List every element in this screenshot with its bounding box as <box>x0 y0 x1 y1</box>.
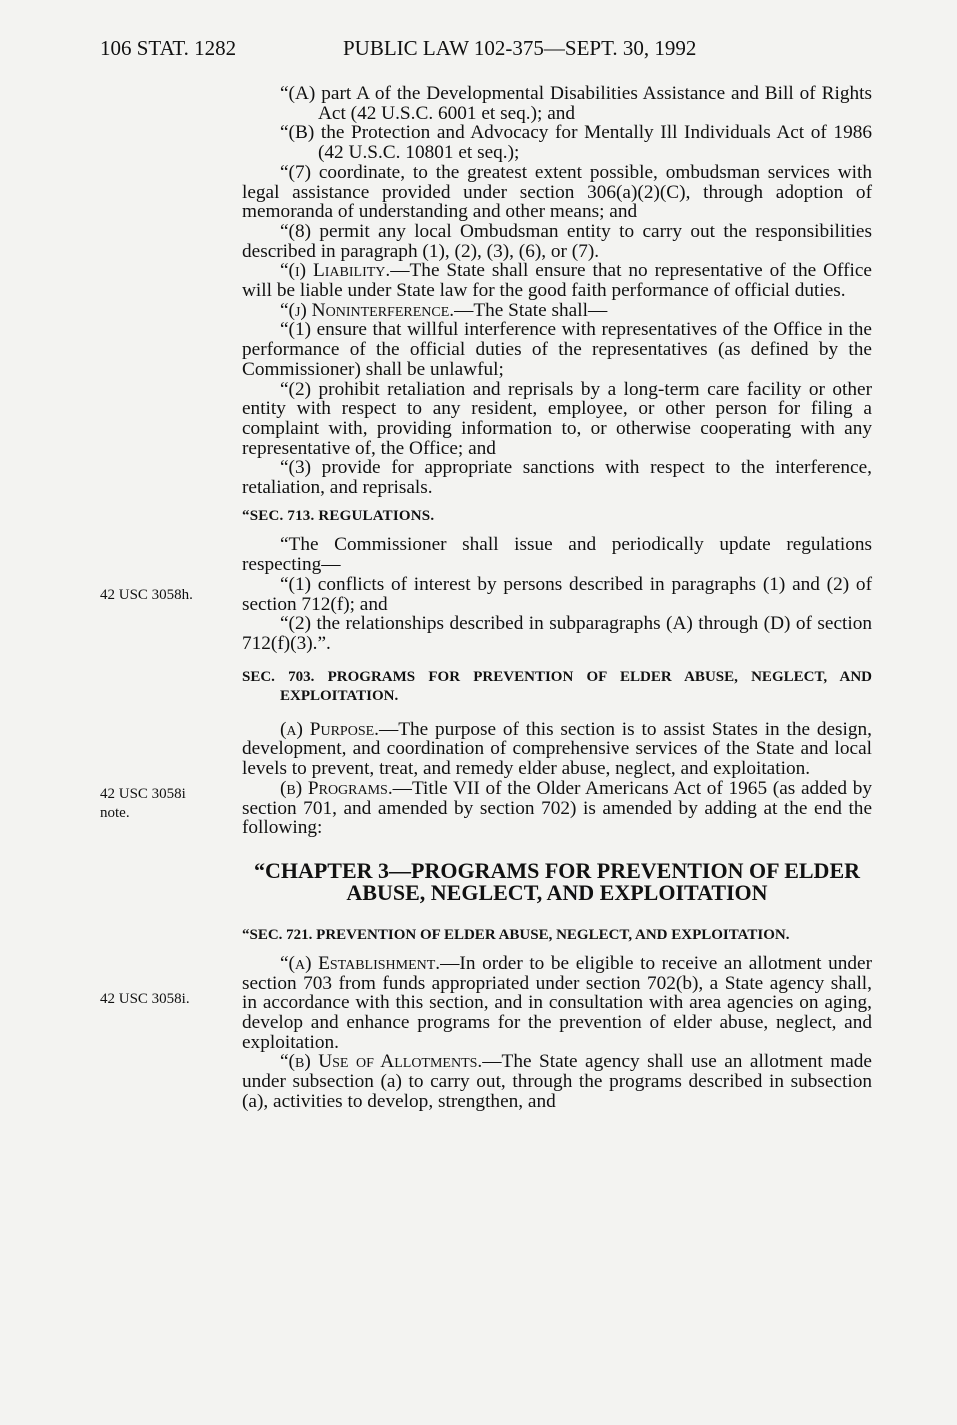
noninterference-text: —The State shall— <box>454 299 608 321</box>
use-of-allotments-text: —The State agency shall use an allotment made under subsection (a) to carry out, through the programs described in subsection (a), activities to develop, strengthen, and <box>242 1051 872 1112</box>
programs-heading: (b) Programs. <box>280 777 393 799</box>
margin-note-3058i-note: 42 USC 3058i note. <box>100 786 186 821</box>
section-703-heading: SEC. 703. PROGRAMS FOR PREVENTION OF ELDER ABUSE, NEGLECT, AND EXPLOITATION. <box>242 668 872 704</box>
paragraph-1-ensure: “(1) ensure that willful interference with representatives of the Office in the performance of the official duties of the representatives (as defined by the Commissioner) shall be unlawful; <box>242 319 872 380</box>
establishment-text: —In order to be eligible to receive an allotment under section 703 from funds appropriated under section 702(b), a State agency shall, in accordance with this section, and in consultation with area agencies on aging, develop and enhance programs for the prevention of elder abuse, neglect, and exploitation. <box>242 952 872 1053</box>
purpose-heading: (a) Purpose. <box>280 718 379 740</box>
establishment-heading: “(a) Establishment. <box>280 952 441 974</box>
law-title: PUBLIC LAW 102-375—SEPT. 30, 1992 <box>343 36 697 60</box>
subsection-a-establishment <box>242 954 872 1053</box>
regulations-item-1: “(1) conflicts of interest by persons described in paragraphs (1) and (2) of section 712(f); and <box>242 573 872 615</box>
subsection-b-use-of-allotments <box>242 1052 872 1111</box>
body-text <box>242 84 872 1112</box>
page-header <box>0 36 957 70</box>
margin-note-3058h: 42 USC 3058h. <box>100 587 193 603</box>
paragraph-b-protection: “(B) the Protection and Advocacy for Mentally Ill Individuals Act of 1986 (42 U.S.C. 10801 et seq.); <box>280 122 872 164</box>
subsection-j-noninterference <box>242 301 872 321</box>
chapter-3-heading: “CHAPTER 3—PROGRAMS FOR PREVENTION OF ELDER ABUSE, NEGLECT, AND EXPLOITATION <box>253 857 861 905</box>
regulations-intro: “The Commissioner shall issue and periodically update regulations respecting— <box>242 534 872 576</box>
subsection-a-purpose <box>242 720 872 779</box>
liability-text: —The State shall ensure that no representative of the Office will be liable under State law for the good faith performance of official duties. <box>242 260 872 302</box>
subsection-i-liability <box>242 261 872 300</box>
section-721-heading: “SEC. 721. PREVENTION OF ELDER ABUSE, NEGLECT, AND EXPLOITATION. <box>242 926 790 943</box>
noninterference-heading: “(j) Noninterference. <box>280 299 455 321</box>
margin-note-3058i: 42 USC 3058i. <box>100 991 190 1007</box>
use-of-allotments-heading: “(b) Use of Allotments. <box>280 1051 483 1073</box>
paragraph-7-coordinate: “(7) coordinate, to the greatest extent possible, ombudsman services with legal assistance provided under section 306(a)(2)(C), through adoption of memoranda of understanding and other means; and <box>242 161 872 223</box>
stat-reference: 106 STAT. 1282 <box>100 36 237 60</box>
purpose-text: —The purpose of this section is to assist States in the design, development, and coordination of comprehensive services of the State and local levels to prevent, treat, and remedy elder abuse, neglect, and exploitation. <box>242 718 872 780</box>
paragraph-2-prohibit: “(2) prohibit retaliation and reprisals by a long-term care facility or other entity with respect to any resident, employee, or other person for filing a complaint with, providing information to, or otherwise cooperating with any representative of, the Office; and <box>242 378 872 459</box>
programs-text: —Title VII of the Older Americans Act of 1965 (as added by section 701, and amended by section 702) is amended by adding at the end the following: <box>242 777 872 839</box>
paragraph-8-permit: “(8) permit any local Ombudsman entity to carry out the responsibilities described in paragraph (1), (2), (3), (6), or (7). <box>242 220 872 262</box>
regulations-item-2: “(2) the relationships described in subparagraphs (A) through (D) of section 712(f)(3).”. <box>242 613 872 654</box>
subsection-b-programs <box>242 779 872 838</box>
paragraph-a-part-a: “(A) part A of the Developmental Disabilities Assistance and Bill of Rights Act (42 U.S.C. 6001 et seq.); and <box>280 83 872 124</box>
paragraph-3-sanctions: “(3) provide for appropriate sanctions with respect to the interference, retaliation, and reprisals. <box>242 457 872 499</box>
section-713-heading: “SEC. 713. REGULATIONS. <box>242 507 435 524</box>
liability-heading: “(i) Liability. <box>280 260 391 282</box>
